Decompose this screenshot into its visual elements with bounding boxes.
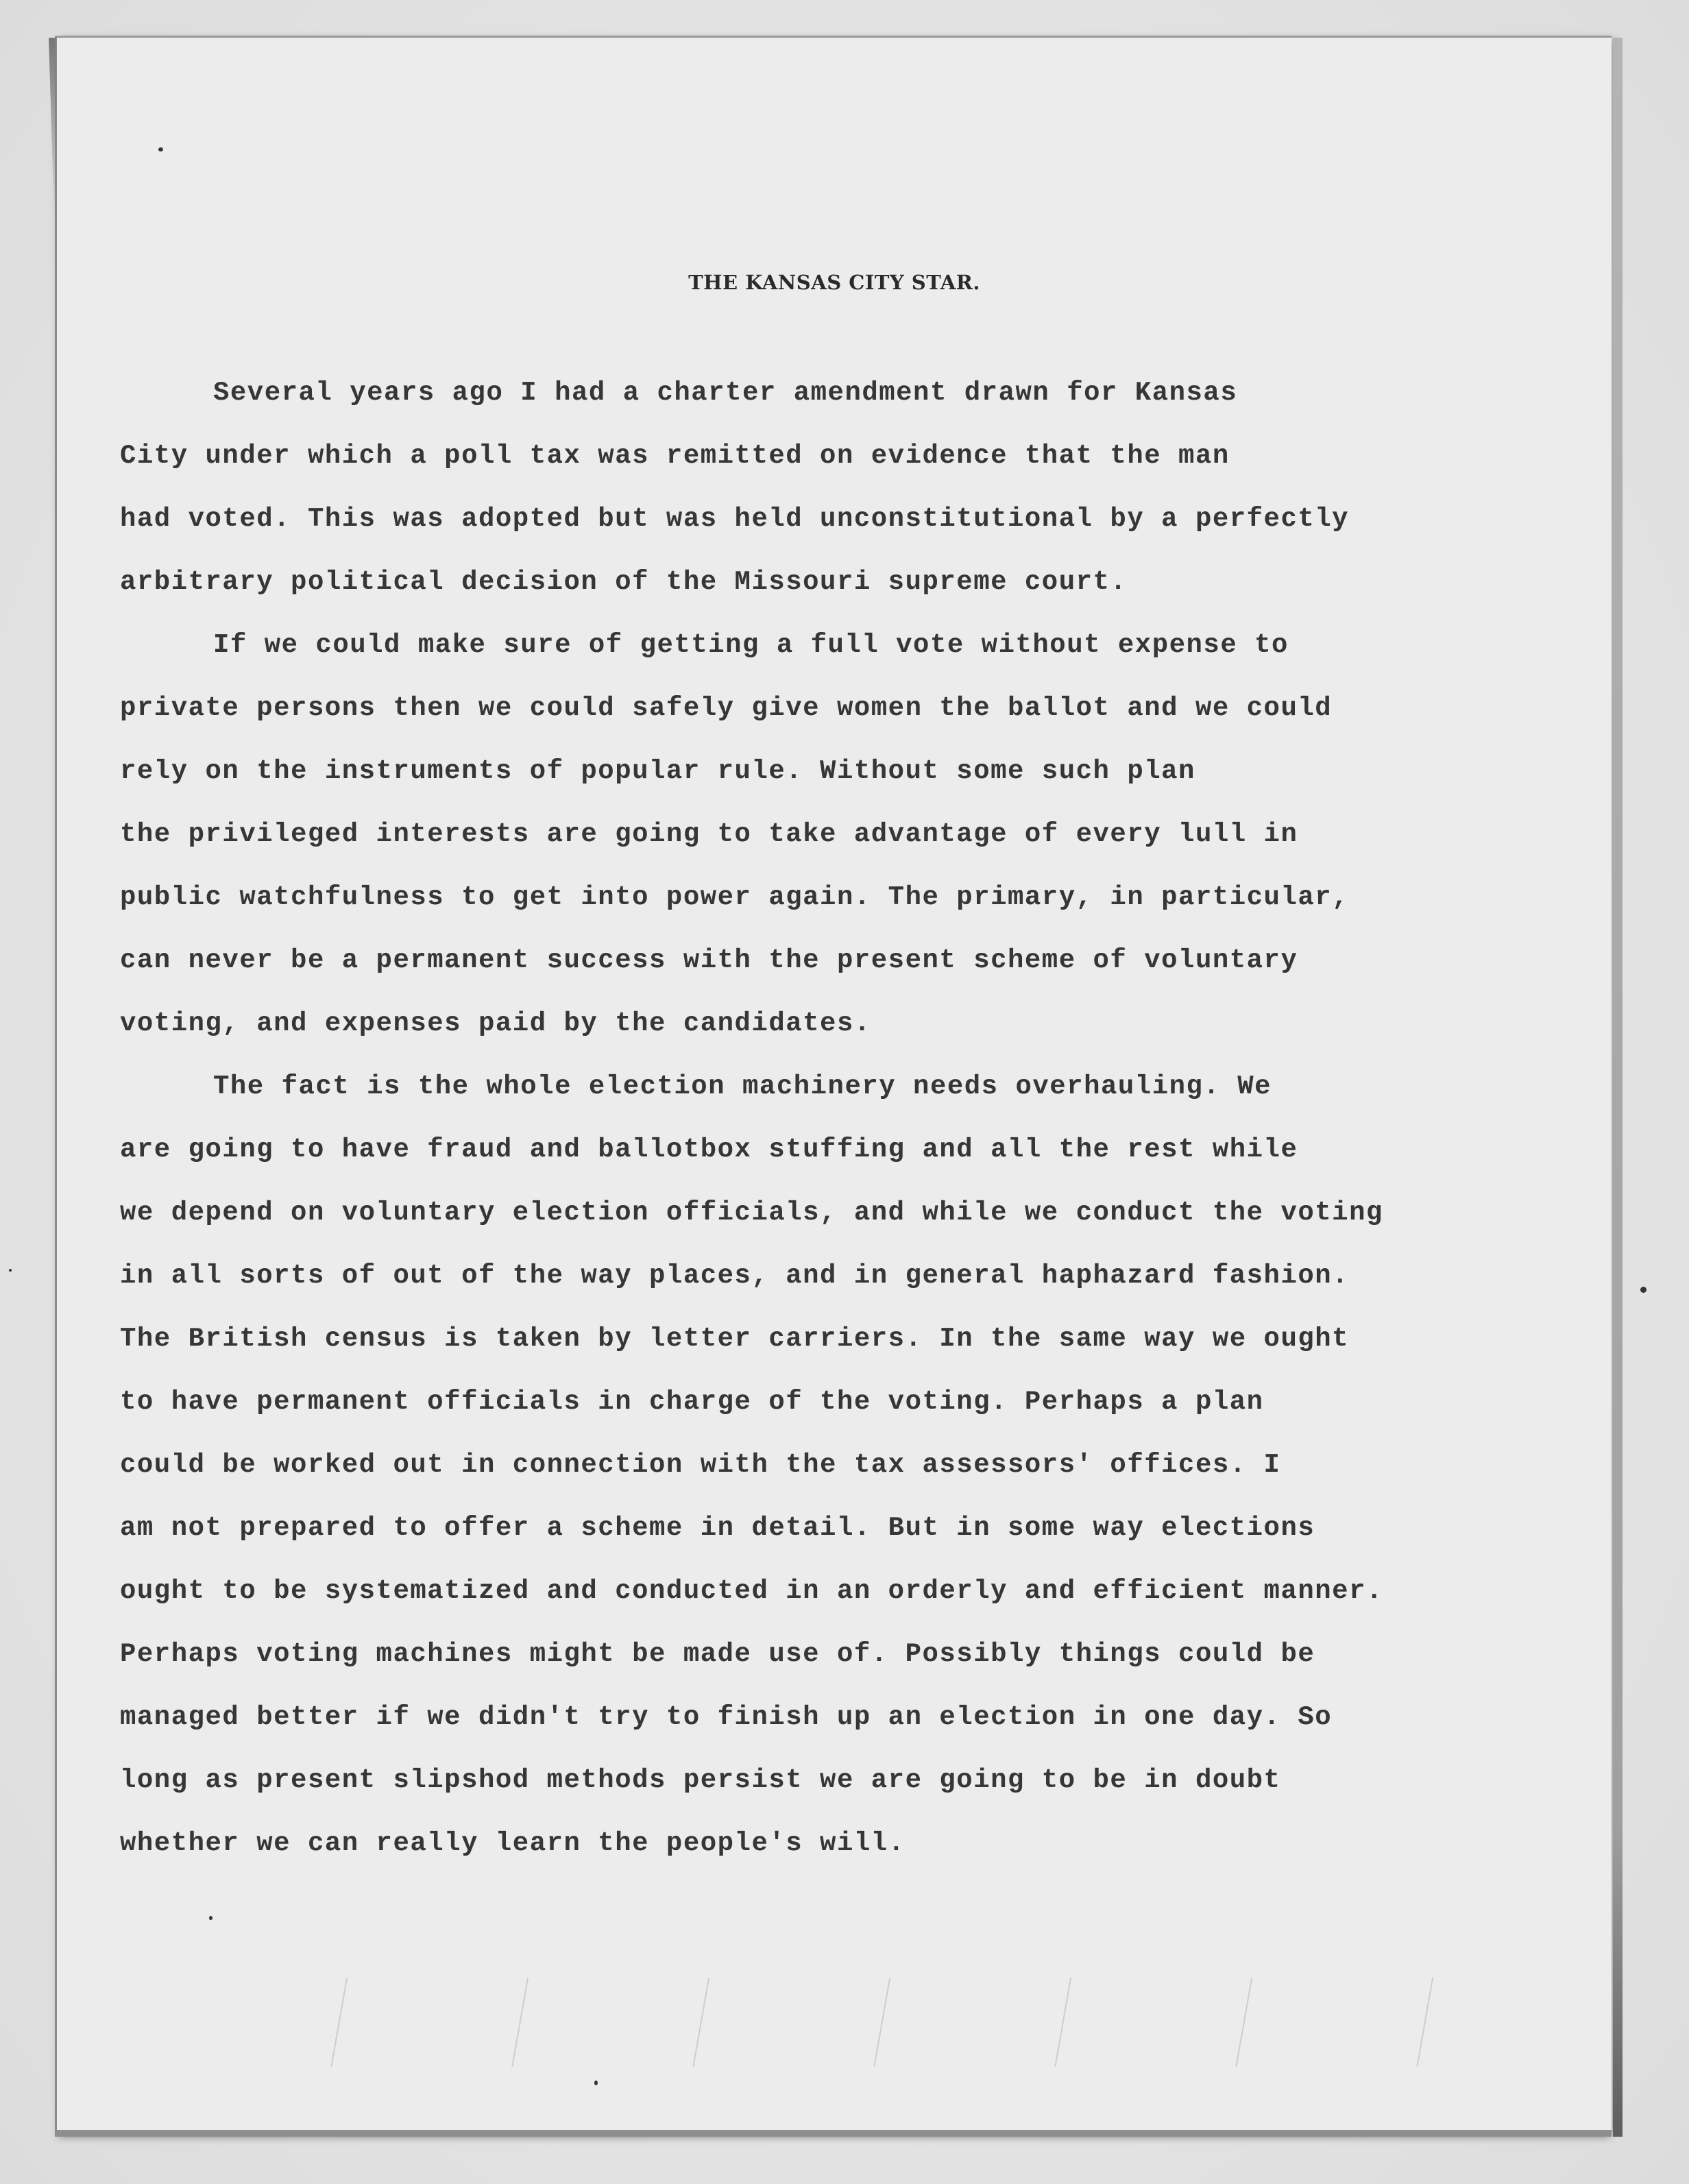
text-line: City under which a poll tax was remitted on evidence that the man [120, 441, 1230, 471]
text-line: ought to be systematized and conducted in an orderly and efficient manner. [120, 1576, 1383, 1606]
ink-speck [1640, 1287, 1647, 1293]
text-line: private persons then we could safely give women the ballot and we could [120, 693, 1333, 723]
text-line: The fact is the whole election machinery needs overhauling. We [213, 1071, 1272, 1102]
text-line: are going to have fraud and ballotbox stuffing and all the rest while [120, 1135, 1298, 1165]
text-line: can never be a permanent success with the present scheme of voluntary [120, 945, 1298, 975]
text-line: the privileged interests are going to take advantage of every lull in [120, 819, 1298, 849]
text-line: am not prepared to offer a scheme in detail. But in some way elections [120, 1513, 1315, 1543]
text-line: If we could make sure of getting a full vote without expense to [213, 630, 1289, 660]
text-line: had voted. This was adopted but was held unconstitutional by a perfectly [120, 504, 1350, 534]
text-line: long as present slipshod methods persist we are going to be in doubt [120, 1765, 1281, 1795]
ink-speck [9, 1269, 12, 1272]
scan-artifact-streaks [249, 1978, 1483, 2067]
text-line: Perhaps voting machines might be made use of. Possibly things could be [120, 1639, 1315, 1669]
ink-speck [209, 1916, 212, 1920]
text-line: Several years ago I had a charter amendment drawn for Kansas [213, 378, 1238, 408]
text-line: to have permanent officials in charge of the voting. Perhaps a plan [120, 1387, 1264, 1417]
text-line: we depend on voluntary election officials, and while we conduct the voting [120, 1198, 1383, 1228]
text-line: in all sorts of out of the way places, and in general haphazard fashion. [120, 1261, 1350, 1291]
text-line: The British census is taken by letter carriers. In the same way we ought [120, 1324, 1350, 1354]
text-line: whether we can really learn the people's will. [120, 1828, 906, 1858]
text-line: managed better if we didn't try to finish up an election in one day. So [120, 1702, 1333, 1732]
text-line: rely on the instruments of popular rule. Without some such plan [120, 756, 1195, 786]
text-line: voting, and expenses paid by the candidates. [120, 1008, 871, 1039]
text-line: public watchfulness to get into power again. The primary, in particular, [120, 882, 1350, 912]
ink-speck [158, 147, 163, 151]
letter-body [120, 361, 1559, 1875]
text-line: could be worked out in connection with the tax assessors' offices. I [120, 1450, 1281, 1480]
masthead-title: THE KANSAS CITY STAR. [688, 271, 980, 294]
typewritten-page [55, 36, 1612, 2137]
ink-speck [594, 2080, 598, 2085]
text-line: arbitrary political decision of the Missouri supreme court. [120, 567, 1128, 597]
